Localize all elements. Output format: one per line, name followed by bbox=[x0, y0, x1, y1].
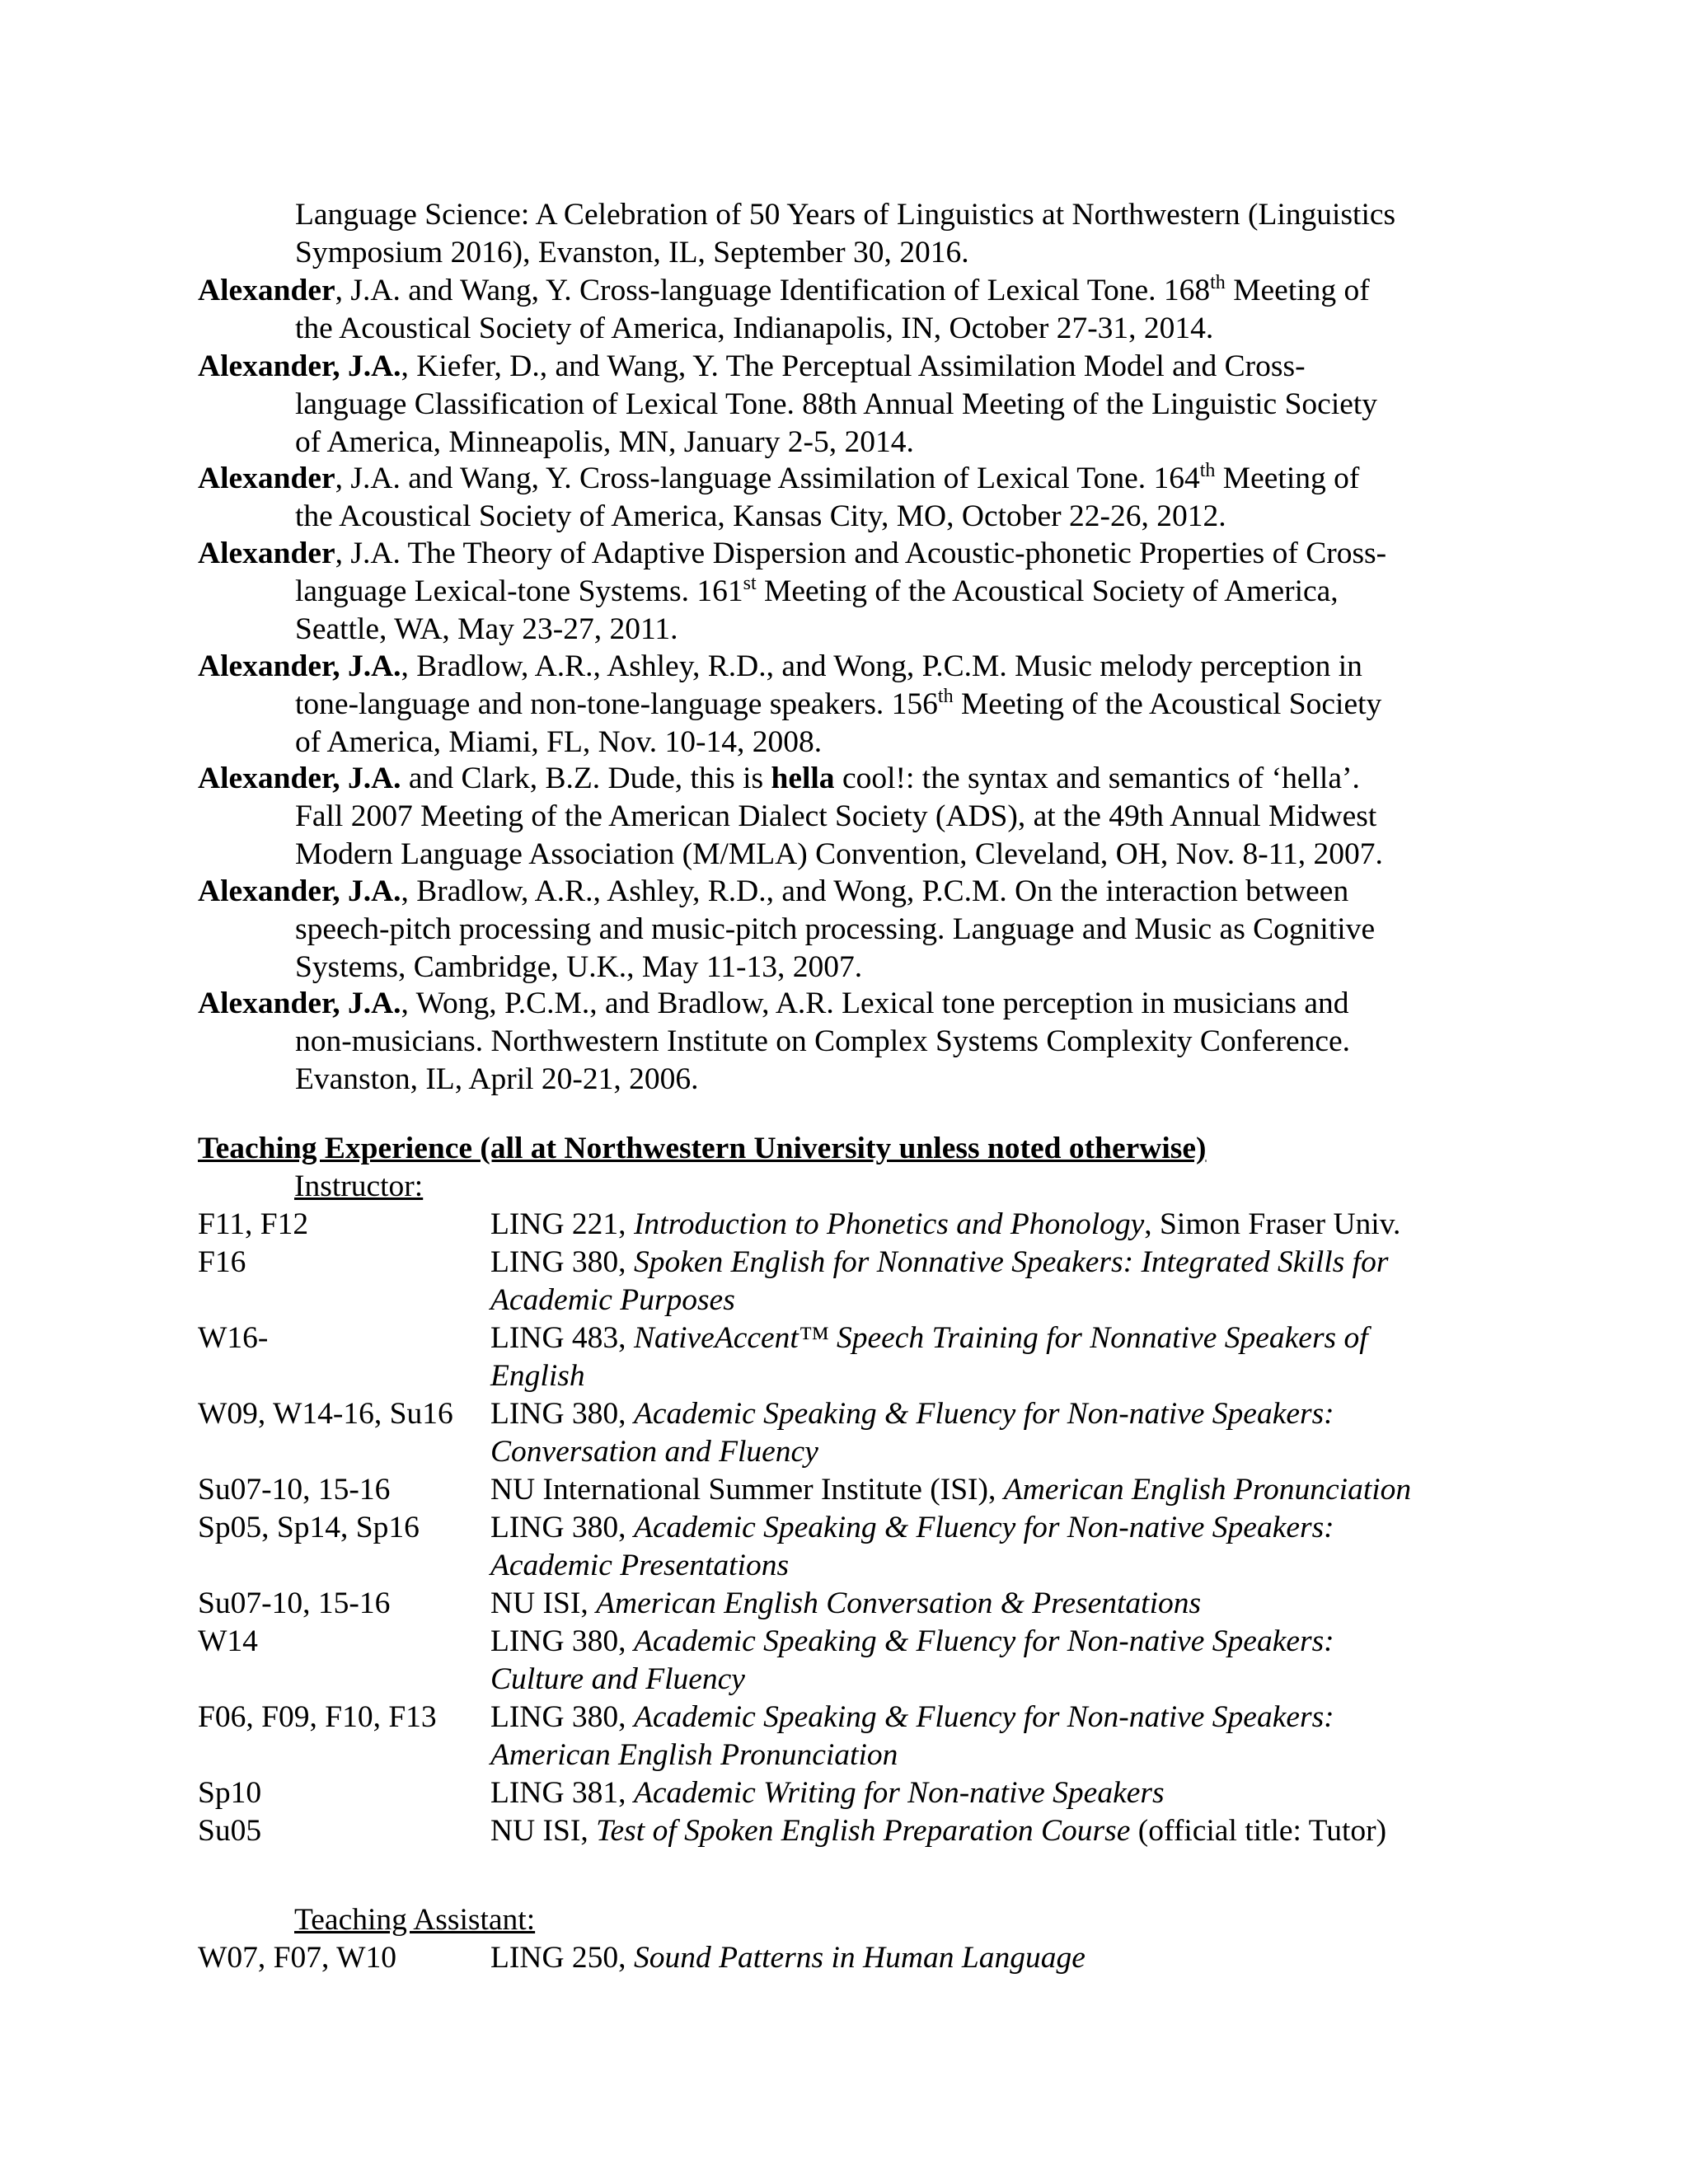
teaching-course: LING 380, Academic Speaking & Fluency for Non-native Speakers: Academic Presentations bbox=[490, 1511, 1334, 1582]
presentation-line: the Acoustical Society of America, Indianapolis, IN, October 27-31, 2014. bbox=[295, 312, 1214, 345]
section-heading-teaching: Teaching Experience (all at Northwestern University unless noted otherwise) bbox=[198, 1132, 1207, 1165]
teaching-course: LING 380, Academic Speaking & Fluency for Non-native Speakers: Culture and Fluency bbox=[490, 1624, 1334, 1696]
teaching-row bbox=[198, 1812, 1484, 1850]
presentation-entry bbox=[198, 985, 1484, 1099]
presentation-line: of America, Minneapolis, MN, January 2-5, 2014. bbox=[295, 425, 914, 459]
subheading-teaching-assistant: Teaching Assistant: bbox=[294, 1903, 536, 1937]
teaching-row bbox=[198, 1244, 1484, 1319]
presentation-line: Systems, Cambridge, U.K., May 11-13, 2007. bbox=[295, 950, 863, 984]
teaching-row bbox=[198, 1206, 1484, 1244]
presentation-entry bbox=[198, 760, 1484, 874]
teaching-course: LING 483, NativeAccent™ Speech Training for Nonnative Speakers of English bbox=[490, 1321, 1368, 1393]
teaching-row bbox=[198, 1774, 1484, 1812]
author-name: Alexander, J.A. bbox=[198, 762, 401, 795]
teaching-row bbox=[198, 1939, 1484, 1977]
teaching-term: Sp05, Sp14, Sp16 bbox=[198, 1511, 420, 1544]
presentation-entry bbox=[198, 535, 1484, 649]
teaching-course: LING 380, Academic Speaking & Fluency for Non-native Speakers: Conversation and Fluency bbox=[490, 1397, 1334, 1469]
presentation-line: language Lexical-tone Systems. 161st Meeting of the Acoustical Society of America, bbox=[295, 573, 1339, 608]
teaching-term: Su05 bbox=[198, 1814, 262, 1848]
presentation-line: non-musicians. Northwestern Institute on Complex Systems Complexity Conference. bbox=[295, 1024, 1351, 1058]
teaching-course: LING 380, Academic Speaking & Fluency for Non-native Speakers: American English Pronunciation bbox=[490, 1700, 1334, 1772]
teaching-course: NU International Summer Institute (ISI), American English Pronunciation bbox=[490, 1473, 1412, 1507]
presentation-line: Symposium 2016), Evanston, IL, September 30, 2016. bbox=[295, 236, 969, 269]
presentation-line: Language Science: A Celebration of 50 Years of Linguistics at Northwestern (Linguistics bbox=[295, 198, 1396, 232]
presentation-line: Alexander, J.A., Bradlow, A.R., Ashley, R.D., and Wong, P.C.M. On the interaction between bbox=[198, 874, 1349, 908]
teaching-term: W07, F07, W10 bbox=[198, 1941, 396, 1975]
presentation-entry bbox=[198, 272, 1484, 348]
presentation-line: tone-language and non-tone-language speakers. 156th Meeting of the Acoustical Society bbox=[295, 686, 1382, 721]
author-name: Alexander, J.A. bbox=[198, 987, 401, 1020]
teaching-term: Sp10 bbox=[198, 1776, 262, 1810]
teaching-course: LING 250, Sound Patterns in Human Language bbox=[490, 1941, 1085, 1975]
teaching-row bbox=[198, 1623, 1484, 1699]
teaching-term: Su07-10, 15-16 bbox=[198, 1586, 391, 1620]
presentation-line: Modern Language Association (M/MLA) Convention, Cleveland, OH, Nov. 8-11, 2007. bbox=[295, 837, 1383, 871]
teaching-term: Su07-10, 15-16 bbox=[198, 1473, 391, 1507]
teaching-course: NU ISI, American English Conversation & Presentations bbox=[490, 1586, 1202, 1620]
author-name: Alexander, J.A. bbox=[198, 874, 401, 908]
presentation-line: Alexander, J.A., Wong, P.C.M., and Bradlow, A.R. Lexical tone perception in musicians and bbox=[198, 987, 1349, 1020]
presentation-line: Seattle, WA, May 23-27, 2011. bbox=[295, 612, 678, 646]
author-name: Alexander bbox=[198, 462, 335, 495]
teaching-term: F11, F12 bbox=[198, 1207, 309, 1241]
presentation-line: Evanston, IL, April 20-21, 2006. bbox=[295, 1062, 699, 1096]
presentation-line: Alexander, J.A., Kiefer, D., and Wang, Y. The Perceptual Assimilation Model and Cross- bbox=[198, 349, 1306, 383]
author-name: Alexander, J.A. bbox=[198, 349, 401, 383]
author-name: Alexander, J.A. bbox=[198, 649, 401, 683]
teaching-course: NU ISI, Test of Spoken English Preparation Course (official title: Tutor) bbox=[490, 1814, 1387, 1848]
teaching-term: W14 bbox=[198, 1624, 258, 1658]
subheading-instructor: Instructor: bbox=[294, 1169, 424, 1203]
presentation-line: the Acoustical Society of America, Kansas City, MO, October 22-26, 2012. bbox=[295, 499, 1226, 533]
teaching-term: F16 bbox=[198, 1245, 246, 1279]
author-name: Alexander bbox=[198, 537, 335, 570]
teaching-term: F06, F09, F10, F13 bbox=[198, 1700, 437, 1734]
teaching-row bbox=[198, 1509, 1484, 1585]
presentation-line: speech-pitch processing and music-pitch processing. Language and Music as Cognitive bbox=[295, 912, 1376, 946]
presentation-line: Alexander, J.A. and Clark, B.Z. Dude, this is hella cool!: the syntax and semantics of ‘hella’. bbox=[198, 762, 1360, 795]
presentation-line: Fall 2007 Meeting of the American Dialect Society (ADS), at the 49th Annual Midwest bbox=[295, 799, 1377, 833]
teaching-row bbox=[198, 1471, 1484, 1509]
teaching-row bbox=[198, 1699, 1484, 1774]
teaching-course: LING 221, Introduction to Phonetics and Phonology, Simon Fraser Univ. bbox=[490, 1207, 1401, 1241]
presentation-line: Alexander, J.A. The Theory of Adaptive Dispersion and Acoustic-phonetic Properties of Cross- bbox=[198, 537, 1387, 570]
teaching-term: W09, W14-16, Su16 bbox=[198, 1397, 453, 1431]
presentation-entry bbox=[198, 348, 1484, 462]
presentation-line: of America, Miami, FL, Nov. 10-14, 2008. bbox=[295, 725, 823, 759]
presentation-entry bbox=[198, 648, 1484, 762]
presentation-entry bbox=[198, 873, 1484, 987]
teaching-course: LING 380, Spoken English for Nonnative Speakers: Integrated Skills for Academic Purposes bbox=[490, 1245, 1389, 1317]
presentation-line: Alexander, J.A., Bradlow, A.R., Ashley, R.D., and Wong, P.C.M. Music melody perception in bbox=[198, 649, 1362, 683]
presentation-entry bbox=[198, 460, 1484, 536]
presentation-line: language Classification of Lexical Tone. 88th Annual Meeting of the Linguistic Society bbox=[295, 387, 1378, 421]
teaching-row bbox=[198, 1319, 1484, 1395]
teaching-course: LING 381, Academic Writing for Non-native Speakers bbox=[490, 1776, 1165, 1810]
teaching-term: W16- bbox=[198, 1321, 269, 1355]
author-name: Alexander bbox=[198, 274, 335, 307]
presentation-line: Alexander, J.A. and Wang, Y. Cross-language Assimilation of Lexical Tone. 164th Meeting of bbox=[198, 460, 1360, 495]
teaching-row bbox=[198, 1585, 1484, 1623]
presentation-entry bbox=[198, 196, 1484, 272]
presentation-line: Alexander, J.A. and Wang, Y. Cross-language Identification of Lexical Tone. 168th Meeting of bbox=[198, 272, 1370, 307]
teaching-row bbox=[198, 1395, 1484, 1471]
